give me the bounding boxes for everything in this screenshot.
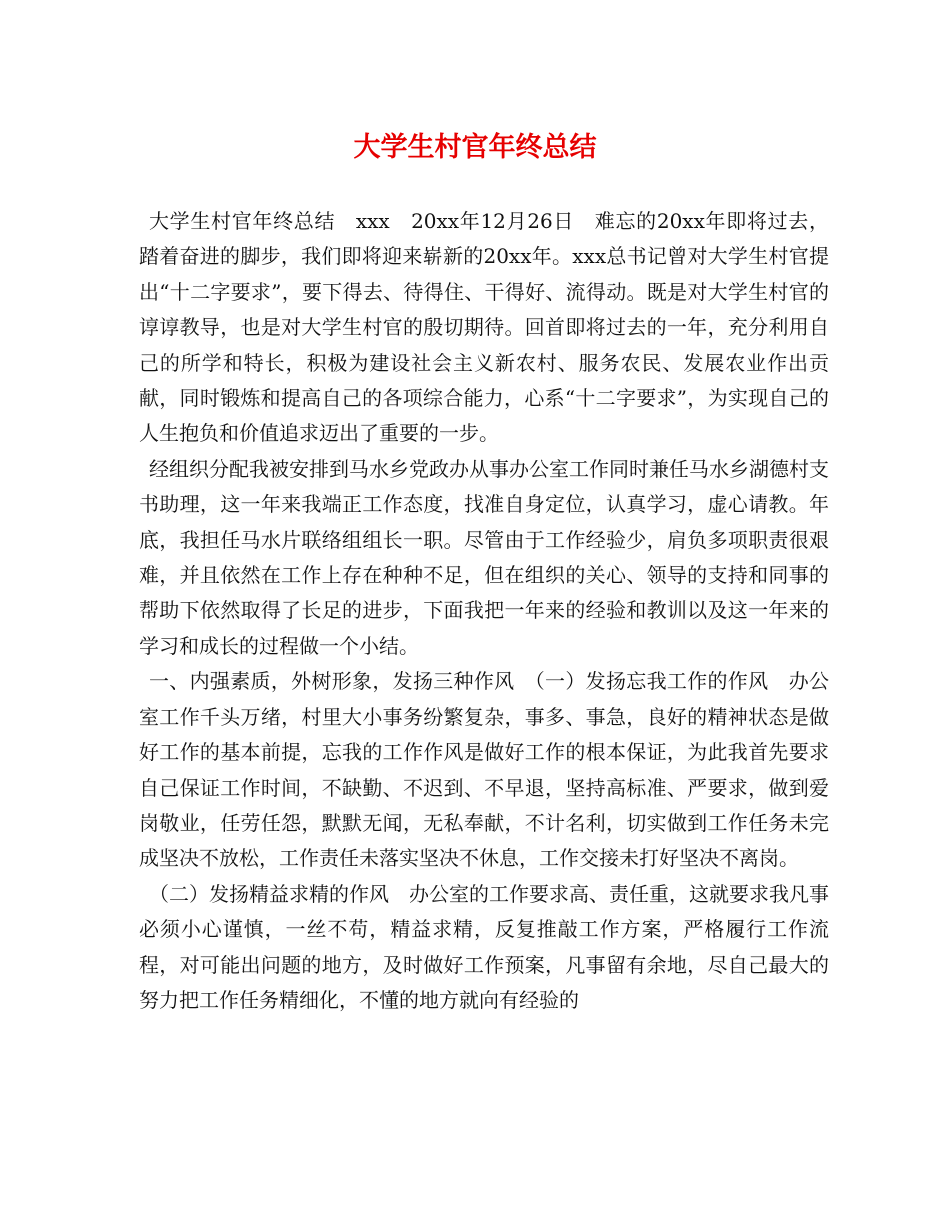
paragraph-intro: 大学生村官年终总结 xxx 20xx年12月26日 难忘的20xx年即将过去，踏着奋进的脚步，我们即将迎来崭新的20xx年。xxx总书记曾对大学生村官提出“十二字要求”，要下得去、待得住、干得好、流得动。既是对大学生村官的谆谆教导，也是对大学生村官的殷切期待。回首即将过去的一年，充分利用自己的所学和特长，积极为建设社会主义新农村、服务农民、发展农业作出贡献，同时锻炼和提高自己的各项综合能力，心系“十二字要求”，为实现自己的人生抱负和价值追求迈出了重要的一步。 [139,209,829,446]
paragraph-section-two: （二）发扬精益求精的作风 办公室的工作要求高、责任重，这就要求我凡事必须小心谨慎，一丝不苟，精益求精，反复推敲工作方案，严格履行工作流程，对可能出问题的地方，及时做好工作预案，凡事留有余地，尽自己最大的努力把工作任务精细化，不懂的地方就向有经验的 [139,881,829,1012]
document-body [139,204,829,1018]
paragraph-section-one: 一、内强素质，外树形象，发扬三种作风 （一）发扬忘我工作的作风 办公室工作千头万绪，村里大小事务纷繁复杂，事多、事急，良好的精神状态是做好工作的基本前提，忘我的工作作风是做好工作的根本保证，为此我首先要求自己保证工作时间，不缺勤、不迟到、不早退，坚持高标准、严要求，做到爱岗敬业，任劳任怨，默默无闻，无私奉献，不计名利，切实做到工作任务未完成坚决不放松，工作责任未落实坚决不休息，工作交接未打好坚决不离岗。 [139,669,829,871]
document-title: 大学生村官年终总结 [353,132,597,163]
paragraph-assignment: 经组织分配我被安排到马水乡党政办从事办公室工作同时兼任马水乡湖德村支书助理，这一年来我端正工作态度，找准自身定位，认真学习，虚心请教。年底，我担任马水片联络组组长一职。尽管由于工作经验少，肩负多项职责很艰难，并且依然在工作上存在种种不足，但在组织的关心、领导的支持和同事的帮助下依然取得了长足的进步，下面我把一年来的经验和教训以及这一年来的学习和成长的过程做一个小结。 [139,456,829,658]
